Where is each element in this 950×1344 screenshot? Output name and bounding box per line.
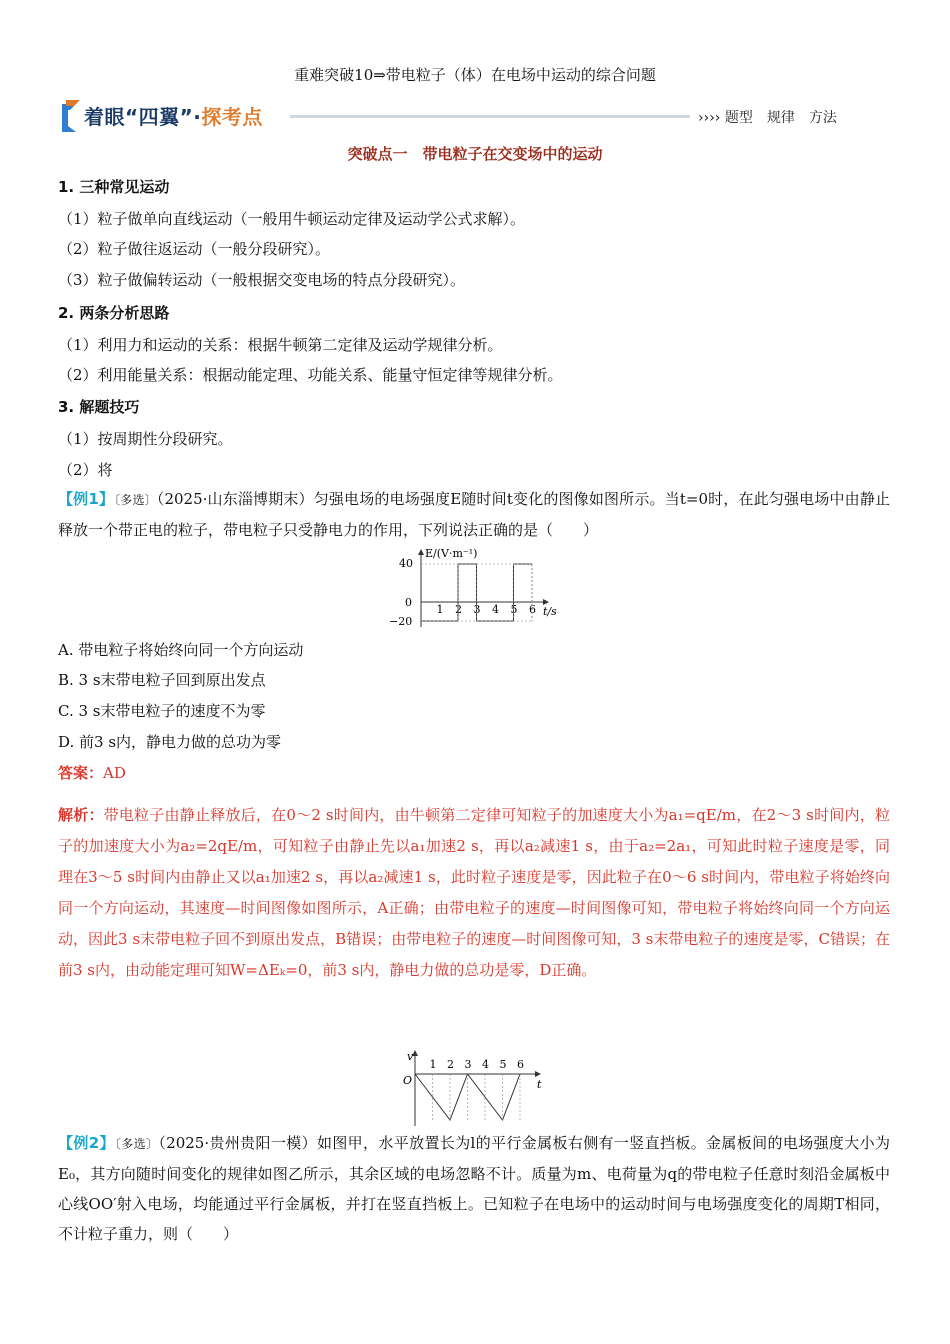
banner-divider: [290, 115, 690, 118]
figure-e-t-graph: [385, 545, 575, 633]
fig2-xtick: 6: [517, 1058, 524, 1071]
option-d: D. 前3 s内，静电力做的总功为零: [58, 733, 282, 751]
fig1-xtick: 4: [492, 603, 499, 616]
option-a: A. 带电粒子将始终向同一个方向运动: [58, 641, 304, 659]
fig2-xtick: 2: [447, 1058, 454, 1071]
page-title: 重难突破10⇒带电粒子（体）在电场中运动的综合问题: [294, 66, 656, 84]
fig2-ylabel: v: [407, 1050, 414, 1063]
fig2-xtick: 1: [429, 1058, 437, 1071]
figure-v-t-graph: [395, 1050, 555, 1128]
fig1-ytick: 40: [399, 557, 413, 570]
fig2-xtick: 4: [482, 1058, 489, 1071]
fig1-ytick: −20: [389, 615, 413, 628]
fig1-xtick: 6: [529, 603, 536, 616]
list-item: （2）将: [58, 461, 113, 479]
list-item: （2）利用能量关系：根据动能定理、功能关系、能量守恒定律等规律分析。: [58, 366, 563, 384]
fig1-ylabel: E/(V·m⁻¹): [425, 547, 478, 560]
fig1-xlabel: t/s: [543, 605, 557, 618]
banner-right-text: ›››› 题型 规律 方法: [698, 110, 837, 126]
fig1-xtick: 3: [473, 603, 481, 616]
list-item: （2）粒子做往返运动（一般分段研究）。: [58, 240, 331, 258]
fig1-ytick: 0: [405, 596, 412, 609]
list-item: （1）粒子做单向直线运动（一般用牛顿运动定律及运动学公式求解）。: [58, 210, 526, 228]
fig1-xtick: 5: [510, 603, 518, 616]
fig2-xtick: 5: [499, 1058, 507, 1071]
heading-2: 2. 两条分析思路: [58, 304, 170, 322]
fig1-xtick: 1: [436, 603, 444, 616]
fig2-xlabel: t: [537, 1078, 542, 1091]
fig1-xtick: 2: [455, 603, 462, 616]
list-item: （3）粒子做偏转运动（一般根据交变电场的特点分段研究）。: [58, 271, 466, 289]
example-2-question: 【例2】〔多选〕（2025·贵州贵阳一模）如图甲，水平放置长为l的平行金属板右侧有一竖直挡板。金属板间的电场强度大小为E₀，其方向随时间变化的规律如图乙所示，其余区域的电场忽略不计。质量为m、电荷量为q的带电粒子任意时刻沿金属板中心线OO′射入电场，均能通过平行金属板，并打在竖直挡板上。已知粒子在电场中的运动时间与电场强度变化的周期T相同，不计粒子重力，则（ ）: [58, 1134, 890, 1243]
list-item: （1）按周期性分段研究。: [58, 430, 233, 448]
fig2-xtick: 3: [464, 1058, 472, 1071]
analysis: 解析：带电粒子由静止释放后，在0～2 s时间内，由牛顿第二定律可知粒子的加速度大小为a₁=qE/m，在2～3 s时间内，粒子的加速度大小为a₂=2qE/m，可知粒子由静止先以a₁加速2 s，再以a₂减速1 s，由于a₂=2a₁，可知此时粒子速度是零，同理在3～5 s时间内由静止又以a₁加速2 s，再以a₂减速1 s，此时粒子速度是零，因此粒子在0～6 s时间内，带电粒子将始终向同一个方向运动，其速度—时间图像如图所示，A正确；由带电粒子的速度—时间图像可知，带电粒子将始终向同一个方向运动，因此3 s末带电粒子回不到原出发点，B错误；由带电粒子的速度—时间图像可知，3 s末带电粒子的速度是零，C错误；在前3 s内，由动能定理可知W=ΔEₖ=0，前3 s内，静电力做的总功是零，D正确。: [58, 806, 890, 979]
fig2-series: [415, 1074, 520, 1120]
example-1-question: 【例1】〔多选〕（2025·山东淄博期末）匀强电场的电场强度E随时间t变化的图像如图所示。当t=0时，在此匀强电场中由静止释放一个带正电的粒子，带电粒子只受静电力的作用，下列说法正确的是（ ）: [58, 490, 890, 539]
list-item: （1）利用力和运动的关系：根据牛顿第二定律及运动学规律分析。: [58, 336, 503, 354]
heading-1: 1. 三种常见运动: [58, 178, 170, 196]
heading-3: 3. 解题技巧: [58, 398, 140, 416]
section-title: 突破点一 带电粒子在交变场中的运动: [347, 145, 603, 163]
option-b: B. 3 s末带电粒子回到原出发点: [58, 671, 266, 689]
fig2-origin: O: [403, 1074, 413, 1087]
option-c: C. 3 s末带电粒子的速度不为零: [58, 702, 266, 720]
answer: 答案：AD: [58, 764, 126, 782]
banner-title: 着眼“四翼”·探考点: [84, 105, 263, 129]
